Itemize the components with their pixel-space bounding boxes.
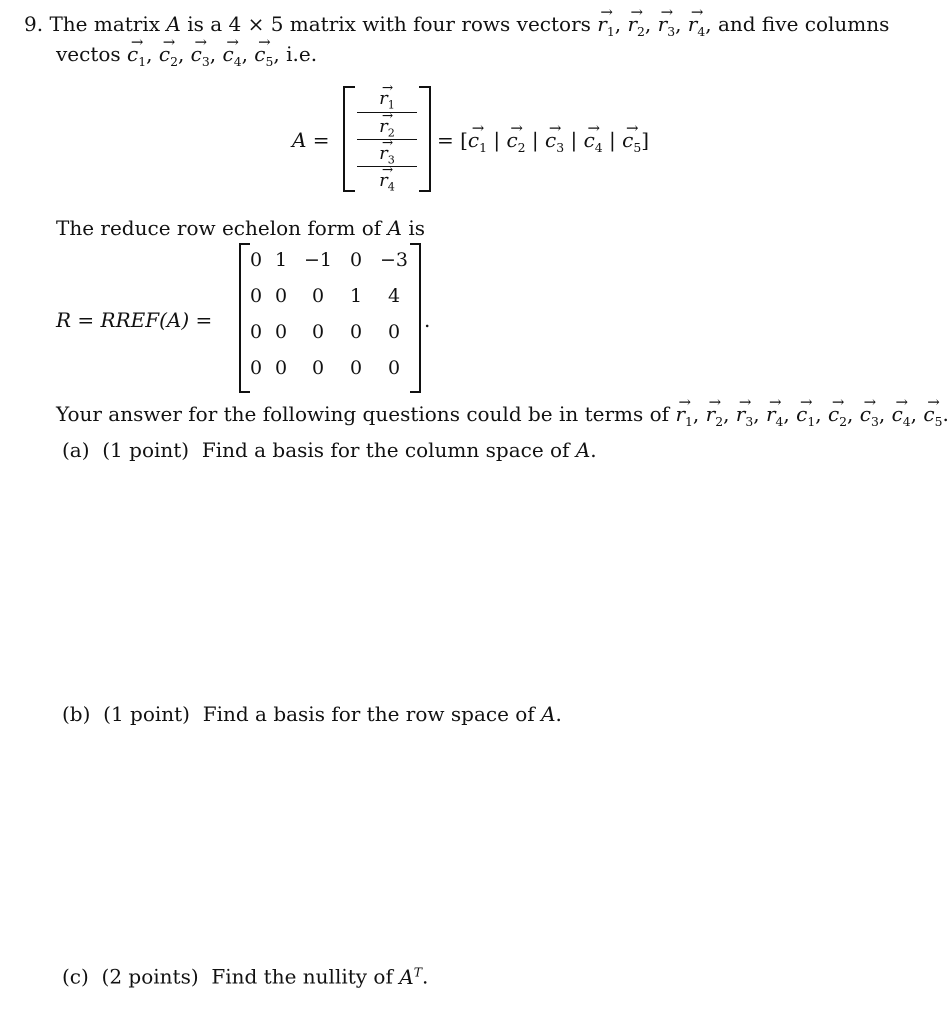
matrix-r-cell: 0	[274, 321, 288, 343]
matrix-symbol: A	[166, 12, 181, 36]
matrix-a-label: A =	[292, 128, 330, 152]
matrix-a-row: → $r_3$	[355, 143, 419, 167]
matrix-r-cell: 0	[249, 249, 263, 271]
matrix-a-row: → $r_4$	[355, 170, 419, 194]
matrix-r-cell: 0	[311, 285, 325, 307]
question-number: 9.	[24, 12, 44, 36]
matrix-r-cell: 1	[349, 285, 363, 307]
question-header	[24, 12, 889, 39]
matrix-r-cell: 0	[349, 357, 363, 379]
part-a: (a) (1 point) Find a basis for the column space of A.	[62, 438, 597, 462]
matrix-r-cell: 0	[311, 321, 325, 343]
matrix-a-columns: = [→ $c_1$ | → $c_2$ | → $c_3$ | → $c_4$ | → $c_5$]	[437, 128, 649, 155]
row-vector-list: → $r_1$, → $r_2$, → $r_3$, → $r_4$	[597, 12, 705, 36]
matrix-r-cell: 0	[387, 321, 401, 343]
rref-intro: The reduce row echelon form of A is	[56, 216, 426, 240]
answer-area-b[interactable]	[56, 734, 916, 914]
matrix-r-cell: 1	[274, 249, 288, 271]
matrix-r-cell: 0	[311, 357, 325, 379]
matrix-r-cell: 0	[249, 285, 263, 307]
matrix-r-cell: 0	[274, 285, 288, 307]
answer-area-a[interactable]	[56, 470, 916, 650]
column-vector-list: → $c_1$, → $c_2$, → $c_3$, → $c_4$, → $c_5$	[127, 42, 273, 66]
matrix-a	[343, 86, 431, 192]
intro-post: , and five columns	[705, 12, 890, 36]
matrix-r-cell: 0	[349, 249, 363, 271]
matrix-r-cell: 0	[249, 321, 263, 343]
matrix-r-cell: 0	[387, 357, 401, 379]
intro-pre: The matrix	[49, 12, 167, 36]
matrix-r-cell: 0	[349, 321, 363, 343]
answer-note: Your answer for the following questions could be in terms of → $r_1$, → $r_2$, → $r_3$, → $r_4$, → $c_1$, → $c_2$, → $c_3$, → $c_4$, → $c_5$.	[56, 402, 949, 429]
matrix-a-row: → $r_2$	[355, 116, 419, 140]
rref-label: R = RREF(A) =	[56, 308, 213, 332]
intro-line2: vectos → $c_1$, → $c_2$, → $c_3$, → $c_4$, → $c_5$, i.e.	[56, 42, 317, 69]
matrix-r-cell: 0	[249, 357, 263, 379]
matrix-r	[239, 243, 421, 393]
matrix-r-cell: −3	[379, 249, 408, 271]
matrix-r-cell: −1	[303, 249, 332, 271]
rref-trailing-period: .	[424, 308, 431, 332]
part-c: (c) (2 points) Find the nullity of $A^T$.	[62, 964, 429, 989]
matrix-r-cell: 0	[274, 357, 288, 379]
part-b: (b) (1 point) Find a basis for the row space of A.	[62, 702, 562, 726]
matrix-r-cell: 4	[387, 285, 401, 307]
intro-mid: is a 4 × 5 matrix with four rows vectors	[180, 12, 598, 36]
matrix-a-row: → $r_1$	[355, 88, 419, 112]
